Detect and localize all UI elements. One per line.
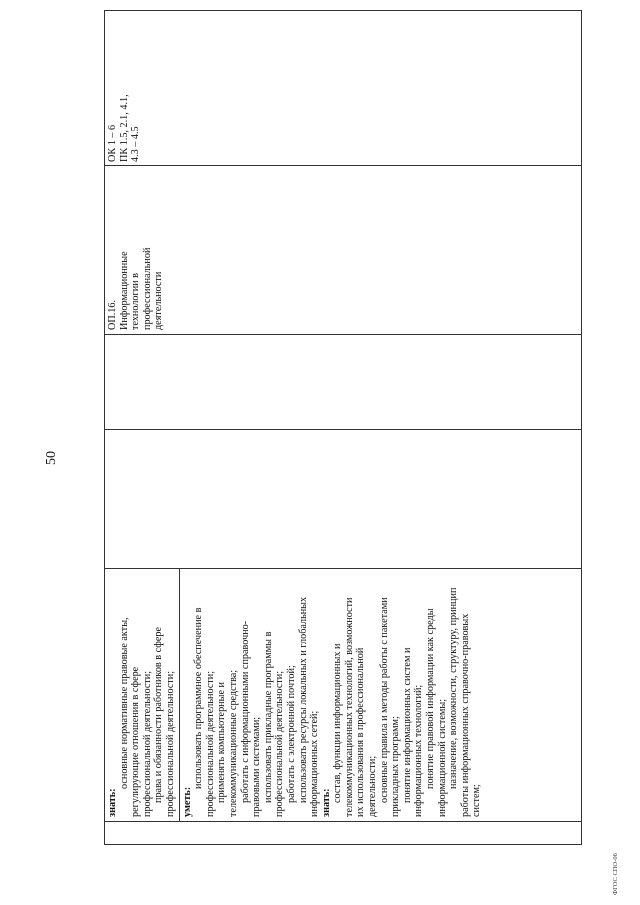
skills-line: использовать ресурсы локальных и глобальных xyxy=(297,596,309,803)
skills-line: работать с электронной почтой; xyxy=(285,665,297,803)
know-2-line: деятельности; xyxy=(367,755,379,817)
competency-line: 4.3 – 4.5 xyxy=(130,126,142,162)
knowledge-skills-cell xyxy=(105,569,582,822)
know-2-line: информационной системы; xyxy=(436,698,448,817)
discipline-code: ОП.16. xyxy=(107,300,118,330)
discipline-title-line: профессиональной xyxy=(141,247,153,330)
skills-heading: уметь: xyxy=(181,786,193,817)
competency-line: ОК 1 – 6 xyxy=(107,124,118,162)
skills-line: профессиональной деятельности; xyxy=(204,670,216,817)
competency-line: ПК 1.5, 2.1, 4.1, xyxy=(118,94,130,162)
empty-hours-cell-2 xyxy=(105,335,582,430)
know-1-line: основные нормативные правовые акты, xyxy=(118,617,130,789)
know-2-line: прикладных программ; xyxy=(390,716,402,817)
know-2-line: состав, функции информационных и xyxy=(332,643,344,803)
skills-line: правовыми системами; xyxy=(251,716,263,817)
skills-line: использовать прикладные программы в xyxy=(262,631,274,803)
know-2-line: телекоммуникационных технологий, возможности xyxy=(343,597,355,817)
know-1-line: права и обязанности работников в сфере xyxy=(153,626,165,803)
footer-code: ФГОС СПО-06 xyxy=(612,853,619,895)
know-heading-1: знать: xyxy=(107,788,118,817)
program-table xyxy=(104,10,582,845)
table-row xyxy=(105,11,582,845)
skills-line: профессиональной деятельности; xyxy=(274,670,286,817)
know-1-line: регулирующие отношения в сфере xyxy=(130,666,142,817)
discipline-cell xyxy=(105,166,582,335)
know-2-line: понятие правовой информации как среды xyxy=(425,608,437,789)
discipline-title-line: технологии в xyxy=(130,273,142,330)
discipline-title-line: деятельности xyxy=(153,271,165,330)
know-heading-2: знать: xyxy=(320,788,332,817)
skills-line: применять компьютерные и xyxy=(216,682,228,803)
empty-left-cell xyxy=(105,822,582,845)
know-1-line: профессиональной деятельности; xyxy=(164,670,176,817)
know-2-line: их использования в профессиональной xyxy=(355,647,367,817)
skills-line: телекоммуникационные средства; xyxy=(227,669,239,817)
know-2-line: назначение, возможности, структуру, принцип xyxy=(448,587,460,789)
know-2-line: основные правила и методы работы с пакетами xyxy=(378,597,390,803)
skills-line: информационных сетей; xyxy=(309,710,321,817)
skills-line: работать с информационными справочно- xyxy=(239,620,251,803)
competencies-cell xyxy=(105,11,582,166)
know-2-line: систем; xyxy=(471,784,483,817)
know-2-line: информационных технологий; xyxy=(413,684,425,817)
skills-line: использовать программное обеспечение в xyxy=(193,607,205,789)
discipline-title-line: Информационные xyxy=(118,251,130,330)
know-2-line: работы информационных справочно-правовых xyxy=(459,613,471,817)
know-2-line: понятие информационных систем и xyxy=(401,647,413,803)
page-number: 50 xyxy=(44,451,59,465)
skills-block xyxy=(180,569,485,821)
empty-hours-cell xyxy=(105,430,582,569)
know-1-line: профессиональной деятельности; xyxy=(141,670,153,817)
know-block-1 xyxy=(105,569,180,821)
